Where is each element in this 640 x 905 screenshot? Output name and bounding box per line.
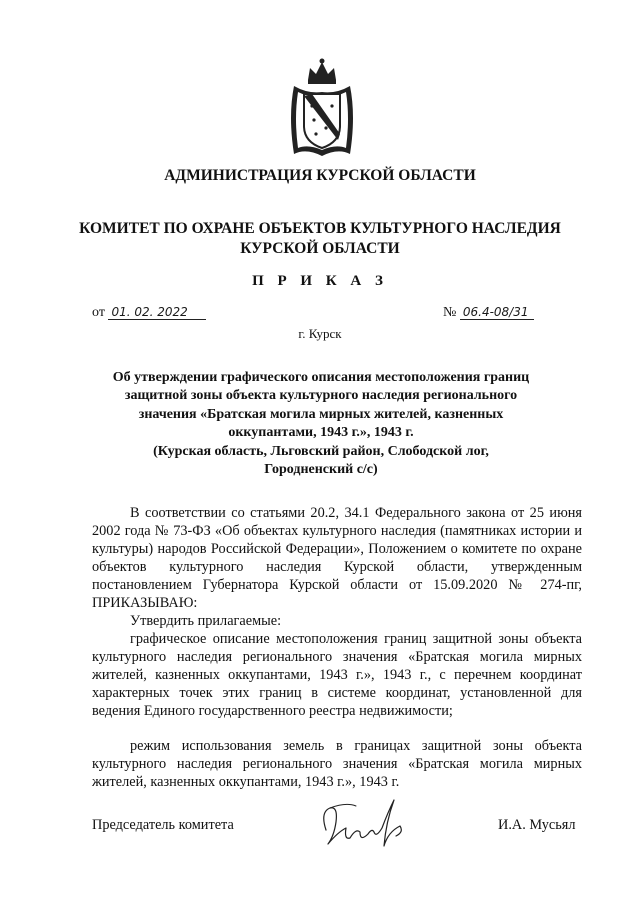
issue-city: г. Курск [298,326,342,341]
order-number [443,305,534,321]
committee-title [0,219,640,259]
administration-title: АДМИНИСТРАЦИЯ КУРСКОЙ ОБЛАСТИ [164,167,476,184]
subject-line: значения «Братская могила мирных жителей, казненных [138,406,504,422]
order-subject [98,369,544,479]
subject-line: Городненский с/с) [264,462,378,478]
date-prefix: от [92,305,105,320]
document-type: П Р И К А З [252,273,388,289]
signer-name: И.А. Мусьял [498,817,576,833]
coat-of-arms-icon [286,56,358,160]
committee-title-line: КУРСКОЙ ОБЛАСТИ [240,240,400,257]
body-paragraph: Утвердить прилагаемые: [130,613,282,629]
subject-line: (Курская область, Льговский район, Слободской лог, [153,443,489,459]
date-value: 01. 02. 2022 [108,305,206,320]
subject-line: защитной зоны объекта культурного наследия регионального [124,388,518,404]
subject-line: Об утверждении графического описания местоположения границ [112,370,530,385]
committee-title-line: КОМИТЕТ ПО ОХРАНЕ ОБЪЕКТОВ КУЛЬТУРНОГО НАСЛЕДИЯ [79,220,561,237]
order-date [92,305,206,321]
body-paragraph: режим использования земель в границах защитной зоны объекта культурного наследия регионального значения «Братская могила мирных жителей, казненных оккупантами, 1943 г.», 1943 г. [92,738,582,791]
body-paragraph: В соответствии со статьями 20.2, 34.1 Федерального закона от 25 июня 2002 года № 73-ФЗ «Об объектах культурного наследия (памятниках истории и культуры) народов Российской Федерации», Положением о комитете по охране объектов культурного наследия Курской области, утвержденным постановлением Губернатора Курской области от 15.09.2020 № 274-пг, ПРИКАЗЫВАЮ: [92,505,582,612]
number-value: 06.4-08/31 [460,305,534,320]
subject-line: оккупантами, 1943 г.», 1943 г. [228,425,414,441]
signer-position: Председатель комитета [92,817,234,833]
body-paragraph: графическое описание местоположения границ защитной зоны объекта культурного наследия регионального значения «Братская могила мирных жителей, казненных оккупантами, 1943 г.», 1943 г., с перечнем координат характерных точек этих границ в системе координат, установленной для ведения Единого государственного реестра недвижимости; [92,631,582,720]
signature-icon [316,792,412,856]
number-prefix: № [443,305,457,320]
